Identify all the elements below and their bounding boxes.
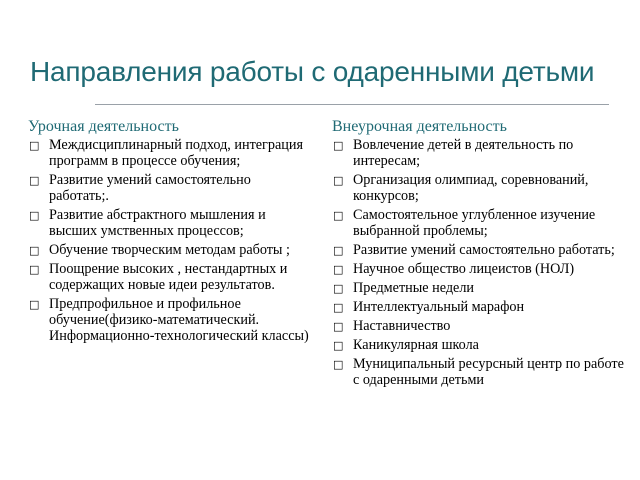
title-divider bbox=[95, 104, 609, 105]
list-item: □ Интеллектуальный марафон bbox=[333, 299, 525, 315]
hollow-square-bullet-icon: □ bbox=[333, 320, 344, 333]
hollow-square-bullet-icon: □ bbox=[29, 298, 40, 311]
slide-title: Направления работы с одаренными детьми bbox=[30, 56, 595, 87]
list-item: □ Развитие абстрактного мышления и высших умственных процессов; bbox=[29, 207, 266, 239]
list-item: □ Обучение творческим методам работы ; bbox=[29, 242, 290, 258]
column-extracurricular-activity bbox=[332, 118, 624, 391]
hollow-square-bullet-icon: □ bbox=[333, 263, 344, 276]
list-item: □ Организация олимпиад, соревнований, конкурсов; bbox=[333, 172, 589, 204]
list-item: □ Развитие умений самостоятельно работать; bbox=[333, 242, 615, 258]
list-item: □ Предпрофильное и профильное обучение(физико-математический. Информационно-технологический классы) bbox=[29, 296, 309, 344]
list-item: □ Междисциплинарный подход, интеграция программ в процессе обучения; bbox=[29, 137, 303, 169]
extracurricular-activity-list bbox=[332, 137, 624, 388]
column-lesson-activity bbox=[28, 118, 310, 347]
hollow-square-bullet-icon: □ bbox=[29, 263, 40, 276]
list-item: □ Поощрение высоких , нестандартных и содержащих новые идеи результатов. bbox=[29, 261, 288, 293]
list-item: □ Каникулярная школа bbox=[333, 337, 479, 353]
hollow-square-bullet-icon: □ bbox=[29, 244, 40, 257]
hollow-square-bullet-icon: □ bbox=[333, 339, 344, 352]
hollow-square-bullet-icon: □ bbox=[29, 209, 40, 222]
list-item: □ Вовлечение детей в деятельность по интересам; bbox=[333, 137, 574, 169]
list-item: □ Научное общество лицеистов (НОЛ) bbox=[333, 261, 575, 277]
hollow-square-bullet-icon: □ bbox=[333, 209, 344, 222]
hollow-square-bullet-icon: □ bbox=[333, 244, 344, 257]
list-item: □ Муниципальный ресурсный центр по работе с одаренными детьми bbox=[333, 356, 624, 388]
column-heading: Внеурочная деятельность bbox=[332, 118, 507, 135]
hollow-square-bullet-icon: □ bbox=[29, 174, 40, 187]
hollow-square-bullet-icon: □ bbox=[333, 139, 344, 152]
list-item: □ Развитие умений самостоятельно работать;. bbox=[29, 172, 251, 204]
hollow-square-bullet-icon: □ bbox=[333, 174, 344, 187]
column-heading: Урочная деятельность bbox=[28, 118, 179, 135]
list-item: □ Самостоятельное углубленное изучение выбранной проблемы; bbox=[333, 207, 596, 239]
list-item: □ Предметные недели bbox=[333, 280, 475, 296]
list-item: □ Наставничество bbox=[333, 318, 451, 334]
lesson-activity-list bbox=[28, 137, 310, 344]
hollow-square-bullet-icon: □ bbox=[333, 301, 344, 314]
hollow-square-bullet-icon: □ bbox=[333, 358, 344, 371]
hollow-square-bullet-icon: □ bbox=[29, 139, 40, 152]
hollow-square-bullet-icon: □ bbox=[333, 282, 344, 295]
